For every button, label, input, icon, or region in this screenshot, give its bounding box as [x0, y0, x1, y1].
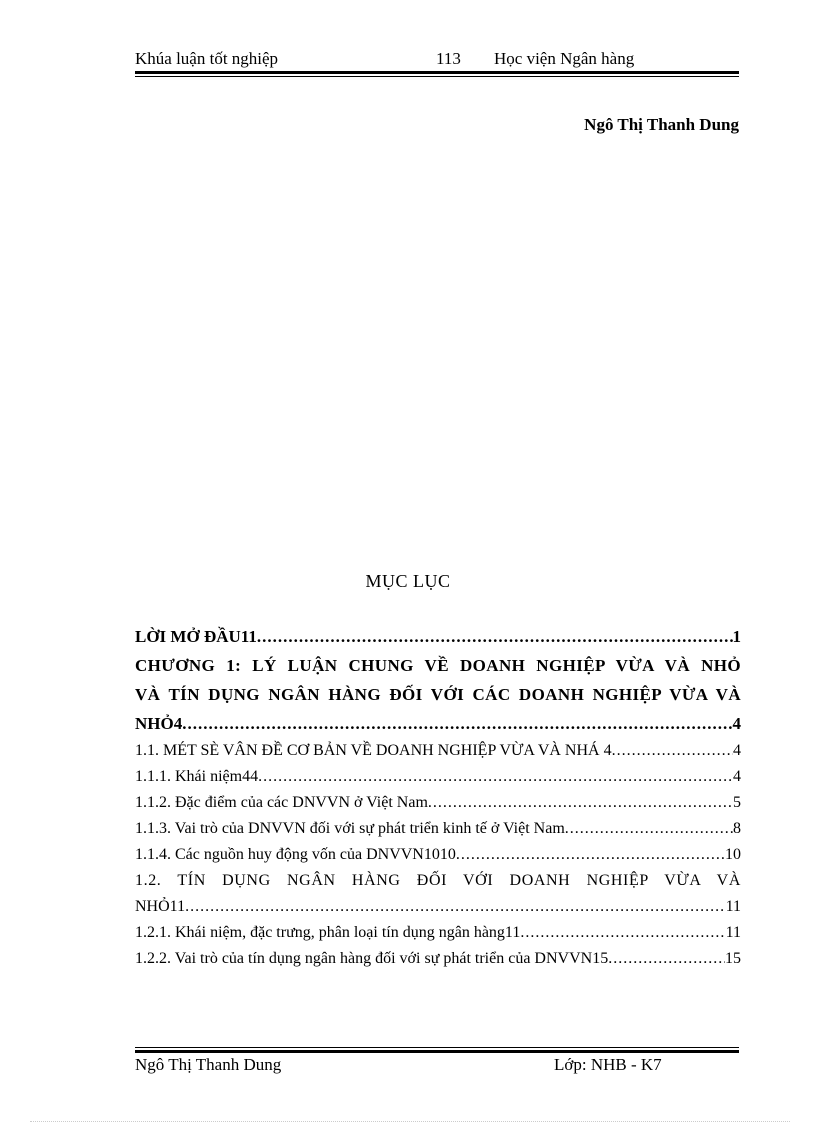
- toc-chapter-1-line-2[interactable]: VÀ TÍN DỤNG NGÂN HÀNG ĐỐI VỚI CÁC DOANH NGHIỆP VỪA VÀ: [135, 685, 741, 704]
- toc-entry-page: 1: [732, 627, 741, 646]
- toc-entry-page: 15: [725, 950, 741, 967]
- page-header: [135, 49, 739, 73]
- header-rule-thick: [135, 71, 739, 74]
- toc-entry-text: 1.1.2. Đặc điểm của các DNVVN ở Việt Nam: [135, 794, 428, 811]
- toc-leader: [428, 790, 733, 816]
- header-rule-thin: [135, 76, 739, 77]
- footer-class: Lớp: NHB - K7: [554, 1055, 662, 1074]
- toc-entry-page: 4: [733, 768, 741, 785]
- toc-entry-text: 1.2.2. Vai trò của tín dụng ngân hàng đối với sự phát triển của DNVVN15: [135, 950, 609, 967]
- toc-entry-text: NHỎ11: [135, 898, 186, 915]
- toc-entry-page: 5: [733, 794, 741, 811]
- toc-leader: [182, 709, 732, 738]
- page-edge-divider: [30, 1121, 790, 1122]
- toc-entry-page: 10: [725, 846, 741, 863]
- toc-entry-page: 11: [725, 924, 741, 941]
- footer-author: Ngô Thị Thanh Dung: [135, 1055, 282, 1074]
- toc-entry[interactable]: [135, 920, 741, 946]
- toc-entry[interactable]: [135, 946, 741, 972]
- toc-entry-text: 1.1.1. Khái niệm44: [135, 768, 259, 785]
- toc-entry[interactable]: [135, 816, 741, 842]
- toc-entry-text: 1.1.4. Các nguồn huy động vốn của DNVVN1010: [135, 846, 456, 863]
- author-name: Ngô Thị Thanh Dung: [584, 115, 739, 134]
- toc-entry-text: 1.1.3. Vai trò của DNVVN đối với sự phát triển kinh tế ở Việt Nam: [135, 820, 565, 837]
- footer-rule-thin: [135, 1047, 739, 1048]
- toc-entry-page: 8: [733, 820, 741, 837]
- toc-entry[interactable]: [135, 738, 741, 764]
- toc-entry[interactable]: [135, 790, 741, 816]
- toc-entry[interactable]: [135, 764, 741, 790]
- toc-chapter-1-line-3[interactable]: [135, 709, 741, 738]
- toc-leader: [258, 764, 733, 790]
- toc-leader: [456, 842, 725, 868]
- header-institution: Học viện Ngân hàng: [494, 49, 635, 68]
- toc-leader: [565, 816, 733, 842]
- toc-entry-text: 1.1. MÉT SÈ VÂN ĐỀ CƠ BẢN VỀ DOANH NGHIỆP VỪA VÀ NHÁ 4: [135, 742, 612, 759]
- toc-entry-page: 4: [733, 742, 741, 759]
- footer-rule-thick: [135, 1050, 739, 1053]
- toc-entry-text: LỜI MỞ ĐẦU11: [135, 627, 257, 646]
- toc-entry-page: 11: [725, 898, 741, 915]
- toc-section-1-2-line-1[interactable]: 1.2. TÍN DỤNG NGÂN HÀNG ĐỐI VỚI DOANH NGHIỆP VỪA VÀ: [135, 872, 741, 889]
- toc-leader: [520, 920, 725, 946]
- toc-chapter-1-line-1[interactable]: CHƯƠNG 1: LÝ LUẬN CHUNG VỀ DOANH NGHIỆP VỪA VÀ NHỎ: [135, 656, 741, 675]
- toc-entry-text: 1.2.1. Khái niệm, đặc trưng, phân loại tín dụng ngân hàng11: [135, 924, 521, 941]
- toc-leader: [612, 738, 733, 764]
- toc-leader: [608, 946, 725, 972]
- header-thesis-label: Khúa luận tốt nghiệp: [135, 49, 279, 68]
- toc-leader: [185, 894, 726, 920]
- toc-leader: [257, 622, 733, 651]
- toc-title: MỤC LỤC: [365, 571, 451, 591]
- toc-entry-intro[interactable]: [135, 622, 741, 651]
- header-page-number: 113: [436, 49, 461, 68]
- table-of-contents: [135, 622, 741, 972]
- toc-section-1-2-line-2[interactable]: [135, 894, 741, 920]
- toc-entry-page: 4: [732, 714, 741, 733]
- toc-entry[interactable]: [135, 842, 741, 868]
- toc-entry-text: NHỎ4: [135, 714, 183, 733]
